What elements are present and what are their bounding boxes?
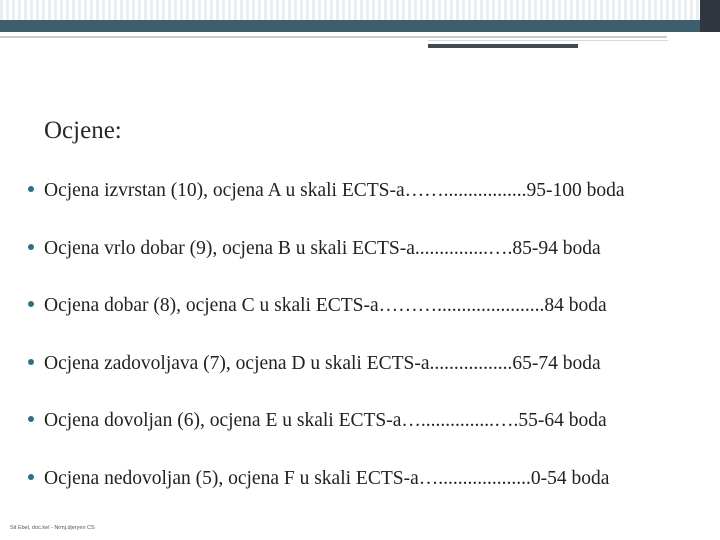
list-item-text: Ocjena dovoljan (6), ocjena E u skali ECTS-a…...............….55-64 boda [44, 410, 607, 431]
list-item-text: Ocjena dobar (8), ocjena C u skali ECTS-a………......................84 boda [44, 295, 607, 316]
list-item [28, 468, 708, 526]
list-item [28, 238, 708, 296]
list-item [28, 410, 708, 468]
bullet-icon [28, 244, 34, 250]
bullet-icon [28, 186, 34, 192]
header-stripe-decoration [0, 0, 720, 20]
list-item-text: Ocjena vrlo dobar (9), ocjena B u skali ECTS-a...............….85-94 boda [44, 237, 601, 259]
bullet-icon [28, 474, 34, 480]
grade-list [28, 180, 708, 525]
bullet-icon [28, 301, 34, 307]
header-band [0, 20, 720, 32]
slide-title: Ocjene: [44, 117, 122, 144]
bullet-icon [28, 359, 34, 365]
list-item-text: Ocjena nedovoljan (5), ocjena F u skali ECTS-a…...................0-54 boda [44, 467, 610, 489]
slide-footer: Sit Ebel, doc.kel - Nrmj.djeryen CS [10, 525, 95, 531]
list-item-text: Ocjena izvrstan (10), ocjena A u skali ECTS-a…….................95-100 boda [44, 180, 625, 201]
list-item-text: Ocjena zadovoljava (7), ocjena D u skali ECTS-a.................65-74 boda [44, 352, 601, 374]
bullet-icon [28, 416, 34, 422]
list-item [28, 353, 708, 411]
header-divider [0, 36, 667, 38]
list-item [28, 180, 708, 238]
header-corner-block [700, 0, 720, 32]
list-item [28, 295, 708, 353]
header-accent-bar [428, 44, 578, 48]
header-accent-thin [428, 40, 668, 41]
